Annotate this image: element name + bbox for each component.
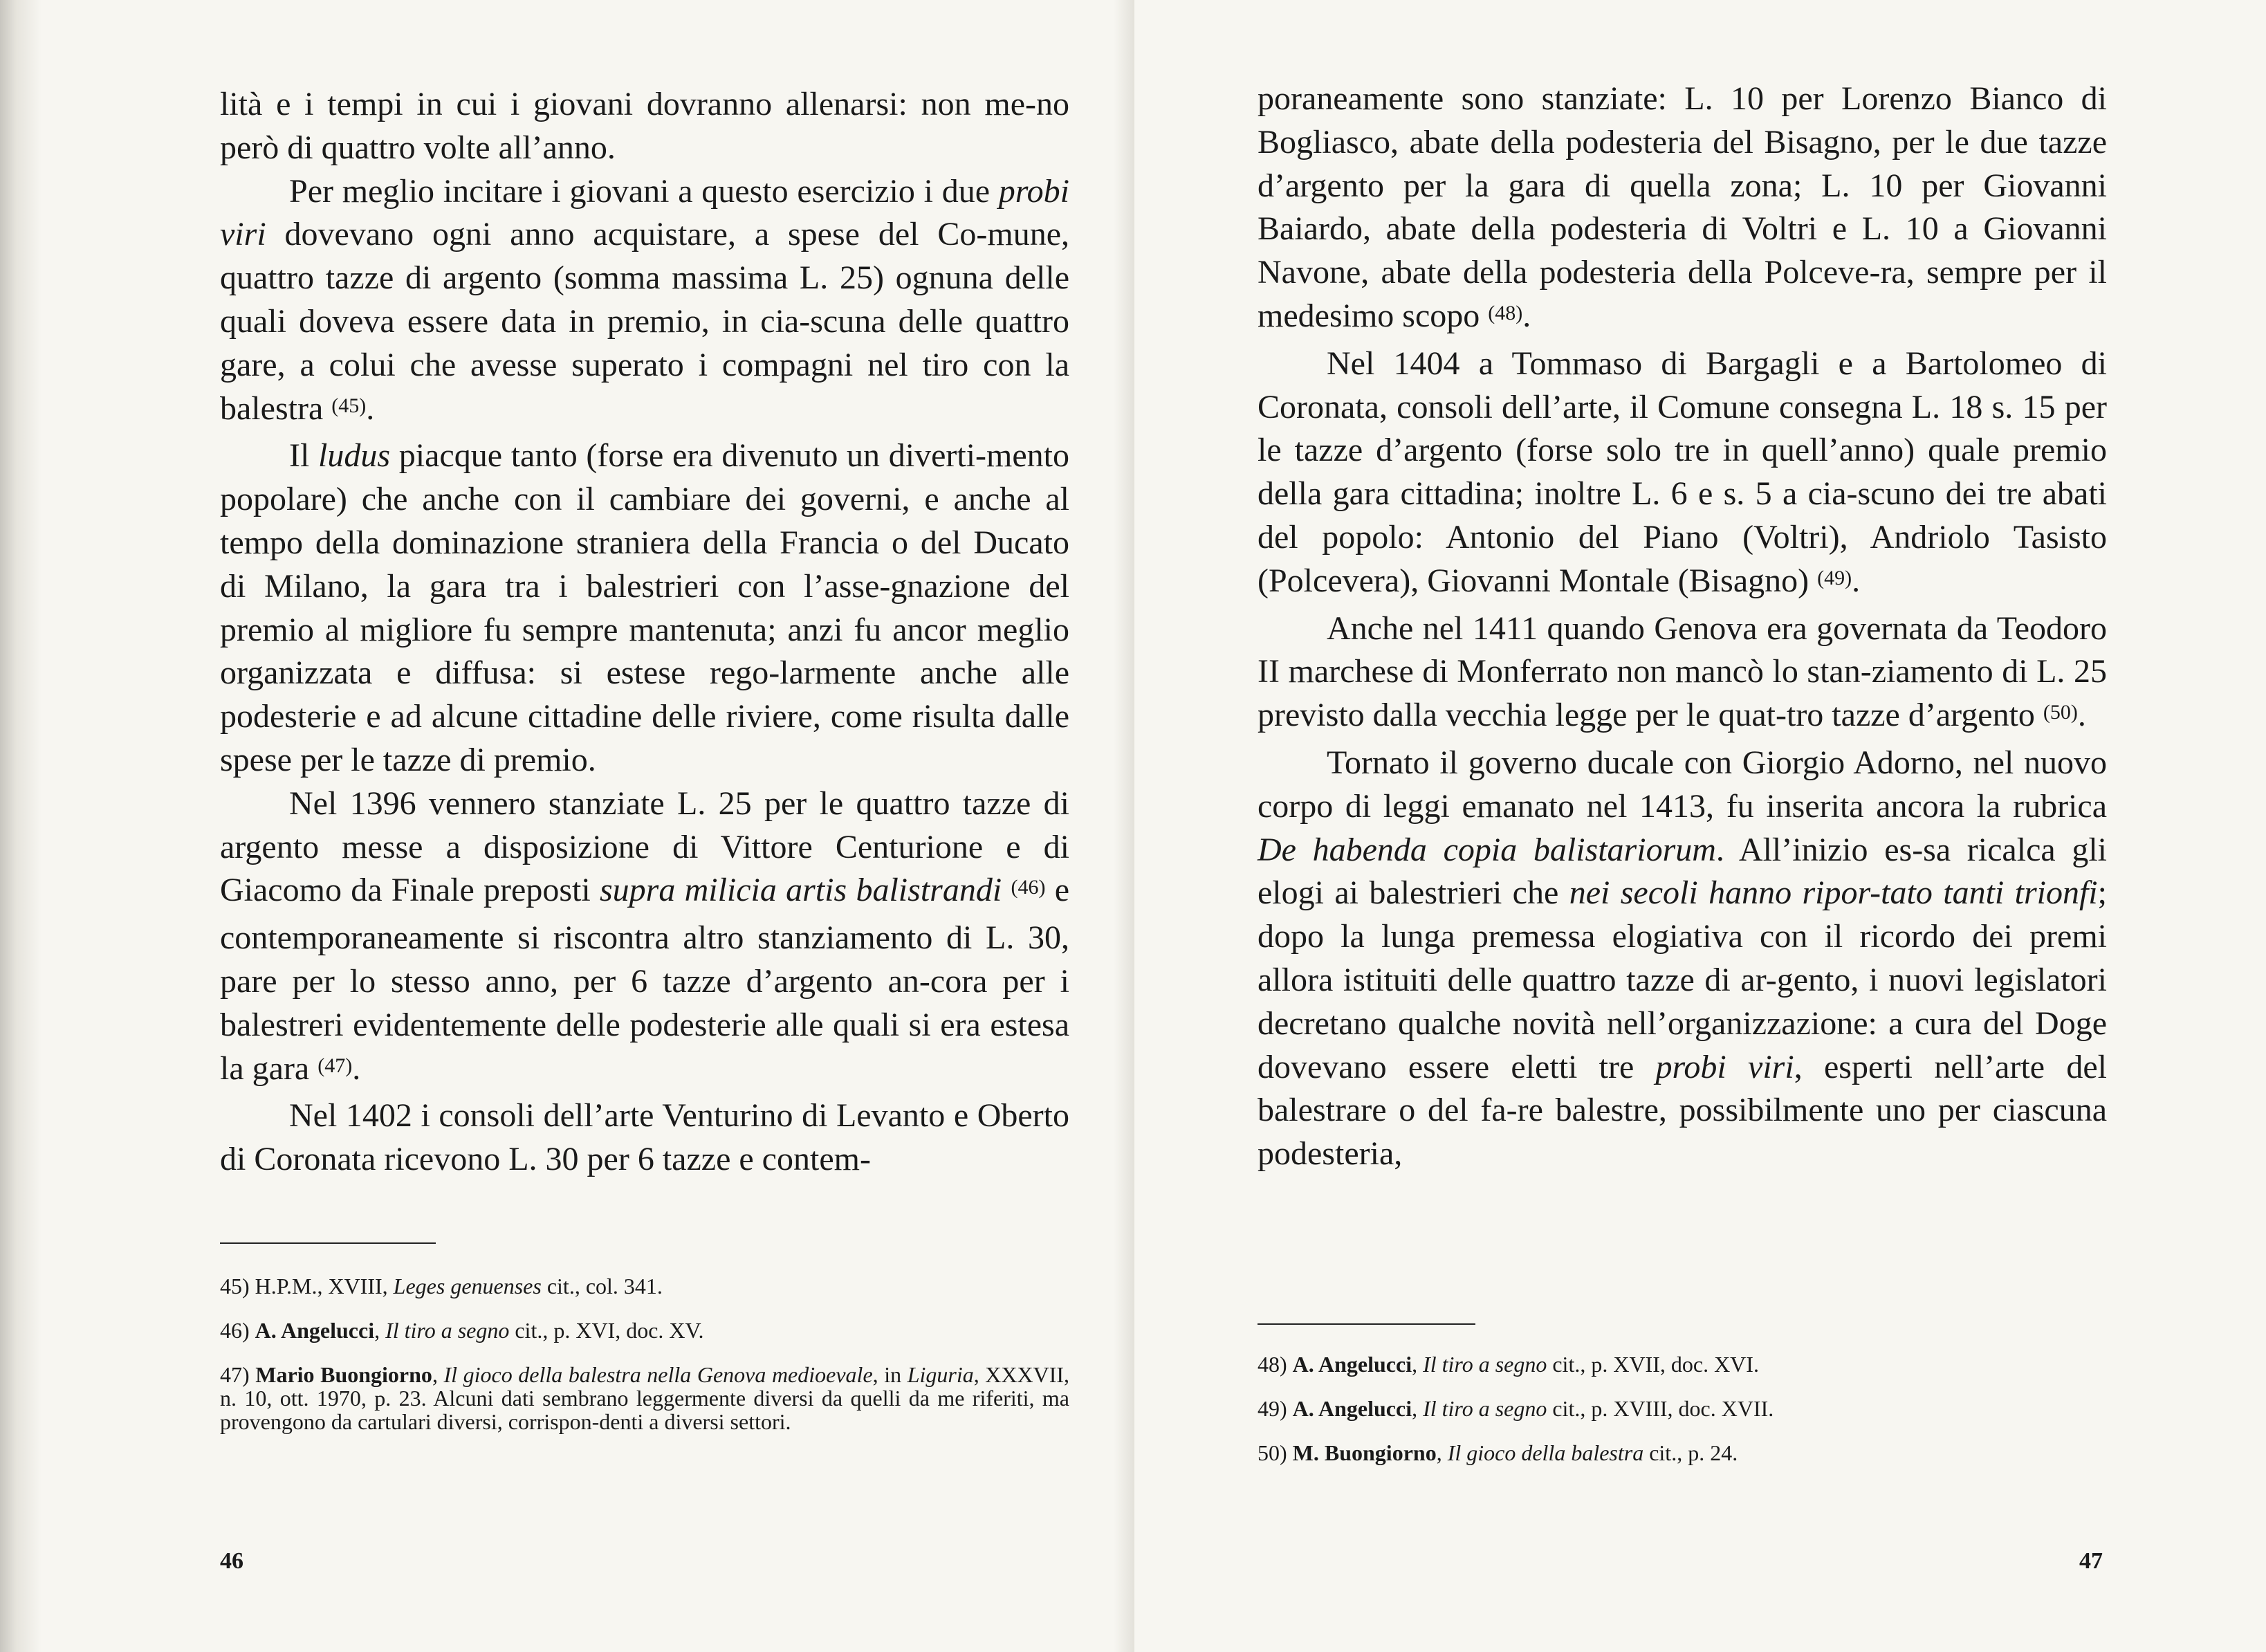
text-run: , esperti nell’arte del balestrare o del fa-re balestre, possibilmente uno per ciascuna podesteria, xyxy=(1258,1048,2107,1173)
page-number-left: 46 xyxy=(220,1548,243,1574)
text-run: . xyxy=(2077,697,2086,734)
text-run: , xyxy=(1412,1396,1424,1421)
paragraph xyxy=(1258,742,2107,1176)
author-name: M. Buongiorno xyxy=(1292,1440,1437,1465)
footnote xyxy=(220,1319,1069,1342)
footnote xyxy=(220,1363,1069,1433)
paragraph xyxy=(1258,342,2107,607)
text-run: , xyxy=(374,1318,386,1343)
italic-text: Il tiro a segno xyxy=(385,1318,510,1343)
italic-text: Il tiro a segno xyxy=(1423,1396,1547,1421)
italic-text: nei secoli hanno ripor-tato tanti trionfi xyxy=(1569,874,2098,912)
left-body-text xyxy=(220,83,1069,1182)
text-run: 47) xyxy=(220,1362,256,1387)
text-run: , xyxy=(1412,1352,1424,1377)
text-run: cit., p. XVI, doc. XV. xyxy=(509,1318,704,1343)
italic-text: De habenda copia balistariorum xyxy=(1258,831,1716,868)
page-number-right: 47 xyxy=(2079,1548,2103,1574)
right-footnotes xyxy=(1258,1352,2107,1485)
author-name: A. Angelucci xyxy=(255,1318,375,1343)
text-run: . xyxy=(1852,562,1861,599)
text-run: Nel 1402 i consoli dell’arte Venturino di Levanto e Oberto di Coronata ricevono L. 30 per 6 tazze e contem- xyxy=(220,1097,1069,1178)
italic-text: Leges genuenses xyxy=(393,1274,542,1298)
paragraph xyxy=(1258,77,2107,342)
footnote-ref: (45) xyxy=(331,394,367,417)
italic-text: Il gioco della balestra nella Genova medioevale xyxy=(443,1362,873,1387)
text-run xyxy=(1002,872,1011,908)
right-body-text xyxy=(1258,77,2107,1176)
paragraph xyxy=(1258,607,2107,742)
author-name: Mario Buongiorno xyxy=(255,1362,432,1387)
text-run: . xyxy=(352,1049,361,1087)
italic-text: Il tiro a segno xyxy=(1423,1352,1547,1377)
text-run: , xyxy=(1436,1440,1448,1465)
paragraph xyxy=(220,170,1069,435)
text-run: Nel 1404 a Tommaso di Bargagli e a Bartolomeo di Coronata, consoli dell’arte, il Comune consegna L. 18 s. 15 per le tazze d’argento (forse solo tre in quell’anno) quale premio della gara cittadina; inoltre L. 6 e s. 5 a cia-scuno dei tre abati del popolo: Antonio del Piano (Voltri), Andriolo Tasisto (Polcevera), Giovanni Montale (Bisagno) xyxy=(1258,345,2107,599)
text-run: Il xyxy=(289,437,319,475)
text-run: 50) xyxy=(1258,1440,1293,1465)
text-run: cit., p. 24. xyxy=(1643,1440,1738,1465)
text-run: e contemporaneamente si riscontra altro stanziamento di L. 30, pare per lo stesso anno, per 6 tazze d’argento an-cora per i balestreri evidentemente delle podesterie alle quali si era estesa la gara xyxy=(220,872,1070,1087)
text-run: cit., col. 341. xyxy=(541,1274,663,1298)
footnote-rule xyxy=(220,1242,436,1244)
text-run: . xyxy=(366,389,375,427)
text-run: cit., p. XVIII, doc. XVII. xyxy=(1547,1396,1774,1421)
text-run: dovevano ogni anno acquistare, a spese del Co-mune, quattro tazze di argento (somma massima L. 25) ognuna delle quali doveva essere data in premio, in cia-scuna delle quattro gare, a colui che avesse superato i compagni nel tiro con la balestra xyxy=(220,216,1069,427)
italic-text: probi viri xyxy=(1655,1048,1794,1085)
footnote-ref: (46) xyxy=(1011,876,1046,899)
paragraph xyxy=(220,434,1069,782)
text-run: lità e i tempi in cui i giovani dovranno allenarsi: non me-no però di quattro volte all’anno. xyxy=(220,86,1069,166)
text-run: , in xyxy=(872,1362,908,1387)
paragraph xyxy=(220,1094,1069,1182)
italic-text: ludus xyxy=(318,437,391,475)
text-run: poraneamente sono stanziate: L. 10 per Lorenzo Bianco di Bogliasco, abate della podesteria del Bisagno, per le due tazze d’argento per la gara di quella zona; L. 10 per Giovanni Baiardo, abate della podesteria di Voltri e L. 10 a Giovanni Navone, abate della podesteria della Polceve-ra, sempre per il medesimo scopo xyxy=(1258,80,2107,334)
author-name: A. Angelucci xyxy=(1292,1352,1412,1377)
text-run: . xyxy=(1522,297,1531,334)
text-run: piacque tanto (forse era divenuto un diverti-mento popolare) che anche con il cambiare dei governi, e anche al tempo della dominazione straniera della Francia o del Ducato di Milano, la gara tra i balestrieri con l’asse-gnazione del premio al migliore fu sempre mantenuta; anzi fu ancor meglio organizzata e diffusa: si estese rego-larmente anche alle podesterie e ad alcune cittadine delle riviere, come risulta dalle spese per le tazze di premio. xyxy=(220,437,1069,778)
text-run: ; dopo la lunga premessa elogiativa con il ricordo dei premi allora istituiti delle quattro tazze di ar-gento, i nuovi legislatori decretano qualche novità nell’organizzazione: a cura del Doge dovevano essere eletti tre xyxy=(1258,874,2107,1085)
text-run: , xyxy=(432,1362,444,1387)
footnote-rule xyxy=(1258,1323,1475,1325)
text-run: . All’inizio es-sa ricalca gli elogi ai balestrieri che xyxy=(1258,831,2108,912)
text-run: 45) H.P.M., XVIII, xyxy=(220,1274,394,1298)
footnote xyxy=(220,1274,1069,1298)
footnote-ref: (49) xyxy=(1817,566,1852,589)
footnote-ref: (50) xyxy=(2043,701,2078,724)
footnote xyxy=(1258,1441,2107,1465)
author-name: A. Angelucci xyxy=(1292,1396,1412,1421)
footnote-ref: (48) xyxy=(1488,301,1523,324)
italic-text: Il gioco della balestra xyxy=(1447,1440,1644,1465)
text-run: cit., p. XVII, doc. XVI. xyxy=(1547,1352,1759,1377)
paragraph xyxy=(220,782,1069,1095)
text-run: Anche nel 1411 quando Genova era governata da Teodoro II marchese di Monferrato non mancò lo stan-ziamento di L. 25 previsto dalla vecchia legge per le quat-tro tazze d’argento xyxy=(1258,609,2107,734)
text-run: Per meglio incitare i giovani a questo esercizio i due xyxy=(289,172,999,210)
right-page xyxy=(1134,0,2266,1652)
italic-text: supra milicia artis balistrandi xyxy=(599,872,1002,909)
italic-text: Liguria xyxy=(907,1362,974,1387)
italic-text: probi viri xyxy=(220,172,1069,253)
paragraph xyxy=(220,83,1069,170)
footnote xyxy=(1258,1397,2107,1420)
text-run: , XXXVII, n. 10, ott. 1970, p. 23. Alcuni dati sembrano leggermente diversi da quelli da me riferiti, ma provengono da cartulari diversi, corrispon-denti a diversi settori. xyxy=(220,1362,1070,1434)
left-footnotes xyxy=(220,1274,1069,1454)
footnote xyxy=(1258,1352,2107,1376)
text-run: Nel 1396 vennero stanziate L. 25 per le quattro tazze di argento messe a disposizione di Vittore Centurione e di Giacomo da Finale preposti xyxy=(220,784,1069,909)
text-run: Tornato il governo ducale con Giorgio Adorno, nel nuovo corpo di leggi emanato nel 1413, fu inserita ancora la rubrica xyxy=(1258,744,2107,825)
text-run: 49) xyxy=(1258,1396,1293,1421)
text-run: 46) xyxy=(220,1318,255,1343)
text-run: 48) xyxy=(1258,1352,1293,1377)
footnote-ref: (47) xyxy=(317,1054,353,1077)
